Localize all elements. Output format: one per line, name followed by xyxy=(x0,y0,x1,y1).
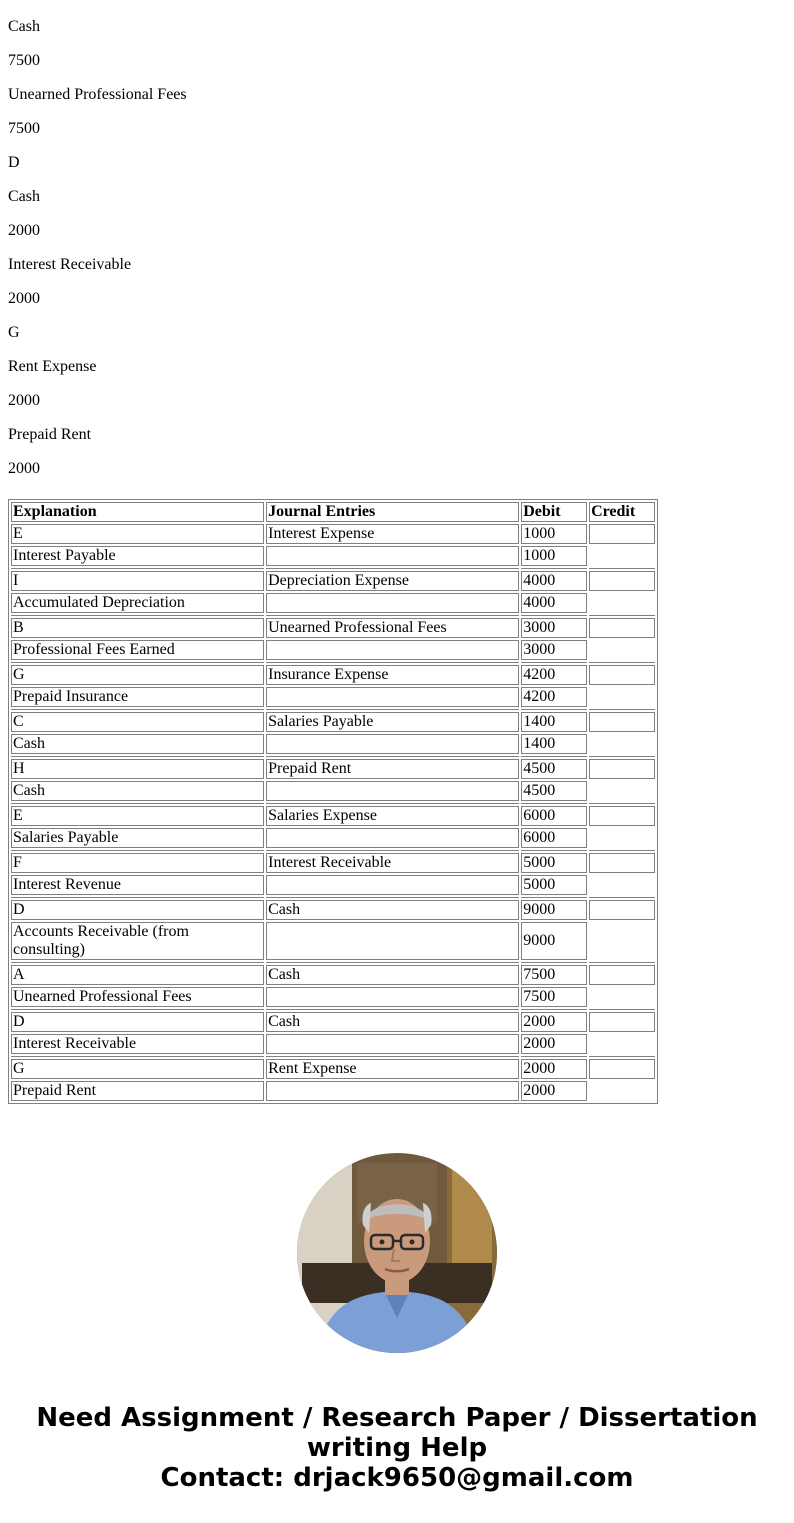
debit-amount-cell: 4000 xyxy=(521,571,587,591)
empty-credit-cell xyxy=(589,687,655,707)
separator-cell xyxy=(589,615,655,616)
table-row xyxy=(11,1059,655,1079)
entry-separator xyxy=(11,1056,655,1057)
blank-journal-cell xyxy=(266,781,519,801)
debit-amount-cell: 7500 xyxy=(521,965,587,985)
separator-cell xyxy=(521,962,587,963)
table-row xyxy=(11,593,655,613)
separator-cell xyxy=(11,568,264,569)
credit-account-cell: Unearned Professional Fees xyxy=(11,987,264,1007)
credit-account-cell: Professional Fees Earned xyxy=(11,640,264,660)
credit-line-amount-cell: 6000 xyxy=(521,828,587,848)
entry-separator xyxy=(11,850,655,851)
blank-journal-cell xyxy=(266,987,519,1007)
separator-cell xyxy=(589,897,655,898)
credit-line-amount-cell: 4200 xyxy=(521,687,587,707)
table-row xyxy=(11,781,655,801)
separator-cell xyxy=(266,756,519,757)
separator-cell xyxy=(589,1009,655,1010)
credit-account-cell: Accumulated Depreciation xyxy=(11,593,264,613)
journal-entries-body xyxy=(11,524,655,1101)
debit-account-cell: Prepaid Rent xyxy=(266,759,519,779)
header-credit: Credit xyxy=(589,502,655,522)
empty-credit-cell xyxy=(589,734,655,754)
debit-account-cell: Salaries Expense xyxy=(266,806,519,826)
credit-line-amount-cell: 4500 xyxy=(521,781,587,801)
table-row xyxy=(11,922,655,960)
separator-cell xyxy=(521,897,587,898)
separator-cell xyxy=(521,709,587,710)
credit-amount-cell xyxy=(589,712,655,732)
separator-cell xyxy=(266,962,519,963)
empty-credit-cell xyxy=(589,1034,655,1054)
credit-account-cell: Interest Payable xyxy=(11,546,264,566)
author-avatar xyxy=(297,1153,497,1353)
table-row xyxy=(11,524,655,544)
debit-amount-cell: 4500 xyxy=(521,759,587,779)
table-row xyxy=(11,712,655,732)
separator-cell xyxy=(11,756,264,757)
top-line: Unearned Professional Fees xyxy=(8,86,187,103)
empty-credit-cell xyxy=(589,1081,655,1101)
table-row xyxy=(11,828,655,848)
top-line: Cash xyxy=(8,188,40,205)
empty-credit-cell xyxy=(589,593,655,613)
explanation-code-cell: D xyxy=(11,1012,264,1032)
credit-account-cell: Accounts Receivable (from consulting) xyxy=(11,922,264,960)
separator-cell xyxy=(11,962,264,963)
banner-line-2: writing Help xyxy=(306,1433,488,1463)
top-line: 2000 xyxy=(8,222,40,239)
entry-separator xyxy=(11,897,655,898)
credit-account-cell: Prepaid Rent xyxy=(11,1081,264,1101)
credit-amount-cell xyxy=(589,665,655,685)
top-line: Rent Expense xyxy=(8,358,97,375)
top-line: 2000 xyxy=(8,392,40,409)
debit-account-cell: Cash xyxy=(266,965,519,985)
credit-amount-cell xyxy=(589,571,655,591)
separator-cell xyxy=(589,662,655,663)
separator-cell xyxy=(589,803,655,804)
explanation-code-cell: F xyxy=(11,853,264,873)
banner-line-3[interactable]: Contact: drjack9650@gmail.com xyxy=(160,1463,634,1493)
table-row xyxy=(11,853,655,873)
credit-line-amount-cell: 2000 xyxy=(521,1034,587,1054)
blank-journal-cell xyxy=(266,546,519,566)
entry-separator xyxy=(11,803,655,804)
entry-separator xyxy=(11,1009,655,1010)
table-header-row xyxy=(11,502,655,522)
separator-cell xyxy=(266,615,519,616)
credit-account-cell: Salaries Payable xyxy=(11,828,264,848)
debit-amount-cell: 3000 xyxy=(521,618,587,638)
credit-line-amount-cell: 1400 xyxy=(521,734,587,754)
table-row xyxy=(11,640,655,660)
separator-cell xyxy=(589,709,655,710)
explanation-code-cell: G xyxy=(11,665,264,685)
blank-journal-cell xyxy=(266,875,519,895)
header-explanation: Explanation xyxy=(11,502,264,522)
empty-credit-cell xyxy=(589,875,655,895)
credit-amount-cell xyxy=(589,524,655,544)
separator-cell xyxy=(266,568,519,569)
credit-line-amount-cell: 4000 xyxy=(521,593,587,613)
debit-account-cell: Unearned Professional Fees xyxy=(266,618,519,638)
credit-amount-cell xyxy=(589,900,655,920)
credit-account-cell: Prepaid Insurance xyxy=(11,687,264,707)
debit-account-cell: Rent Expense xyxy=(266,1059,519,1079)
debit-amount-cell: 6000 xyxy=(521,806,587,826)
table-row xyxy=(11,806,655,826)
top-text-block xyxy=(8,0,187,494)
separator-cell xyxy=(11,803,264,804)
credit-amount-cell xyxy=(589,853,655,873)
credit-amount-cell xyxy=(589,618,655,638)
credit-line-amount-cell: 7500 xyxy=(521,987,587,1007)
credit-amount-cell xyxy=(589,806,655,826)
header-journal-entries: Journal Entries xyxy=(266,502,519,522)
blank-journal-cell xyxy=(266,640,519,660)
debit-account-cell: Salaries Payable xyxy=(266,712,519,732)
separator-cell xyxy=(11,1009,264,1010)
explanation-code-cell: E xyxy=(11,806,264,826)
blank-journal-cell xyxy=(266,922,519,960)
debit-amount-cell: 2000 xyxy=(521,1012,587,1032)
debit-account-cell: Cash xyxy=(266,900,519,920)
separator-cell xyxy=(589,962,655,963)
credit-line-amount-cell: 2000 xyxy=(521,1081,587,1101)
credit-line-amount-cell: 1000 xyxy=(521,546,587,566)
empty-credit-cell xyxy=(589,828,655,848)
entry-separator xyxy=(11,615,655,616)
table-row xyxy=(11,546,655,566)
debit-account-cell: Depreciation Expense xyxy=(266,571,519,591)
separator-cell xyxy=(521,615,587,616)
top-line: Cash xyxy=(8,18,40,35)
explanation-code-cell: I xyxy=(11,571,264,591)
table-row xyxy=(11,571,655,591)
separator-cell xyxy=(266,850,519,851)
credit-line-amount-cell: 3000 xyxy=(521,640,587,660)
top-line: 2000 xyxy=(8,460,40,477)
header-debit: Debit xyxy=(521,502,587,522)
debit-account-cell: Interest Expense xyxy=(266,524,519,544)
debit-amount-cell: 4200 xyxy=(521,665,587,685)
empty-credit-cell xyxy=(589,546,655,566)
explanation-code-cell: D xyxy=(11,900,264,920)
credit-amount-cell xyxy=(589,965,655,985)
debit-amount-cell: 2000 xyxy=(521,1059,587,1079)
table-row xyxy=(11,687,655,707)
blank-journal-cell xyxy=(266,1081,519,1101)
table-row xyxy=(11,618,655,638)
separator-cell xyxy=(521,662,587,663)
blank-journal-cell xyxy=(266,734,519,754)
entry-separator xyxy=(11,662,655,663)
empty-credit-cell xyxy=(589,987,655,1007)
separator-cell xyxy=(589,850,655,851)
separator-cell xyxy=(521,850,587,851)
top-line: G xyxy=(8,324,20,341)
explanation-code-cell: H xyxy=(11,759,264,779)
credit-account-cell: Interest Revenue xyxy=(11,875,264,895)
table-row xyxy=(11,1034,655,1054)
separator-cell xyxy=(521,1009,587,1010)
table-row xyxy=(11,1081,655,1101)
credit-line-amount-cell: 9000 xyxy=(521,922,587,960)
separator-cell xyxy=(11,1056,264,1057)
entry-separator xyxy=(11,756,655,757)
blank-journal-cell xyxy=(266,1034,519,1054)
separator-cell xyxy=(589,1056,655,1057)
table-row xyxy=(11,734,655,754)
debit-account-cell: Interest Receivable xyxy=(266,853,519,873)
separator-cell xyxy=(266,897,519,898)
empty-credit-cell xyxy=(589,781,655,801)
separator-cell xyxy=(11,615,264,616)
blank-journal-cell xyxy=(266,593,519,613)
separator-cell xyxy=(11,709,264,710)
empty-credit-cell xyxy=(589,640,655,660)
banner-line-1: Need Assignment / Research Paper / Dissertation xyxy=(36,1403,758,1433)
table-row xyxy=(11,759,655,779)
separator-cell xyxy=(266,1056,519,1057)
top-line: 2000 xyxy=(8,290,40,307)
entry-separator xyxy=(11,568,655,569)
debit-amount-cell: 1000 xyxy=(521,524,587,544)
separator-cell xyxy=(589,756,655,757)
credit-account-cell: Cash xyxy=(11,781,264,801)
separator-cell xyxy=(266,1009,519,1010)
debit-account-cell: Cash xyxy=(266,1012,519,1032)
author-portrait-image xyxy=(297,1153,497,1353)
top-line: Interest Receivable xyxy=(8,256,132,273)
separator-cell xyxy=(521,803,587,804)
credit-amount-cell xyxy=(589,1059,655,1079)
table-row xyxy=(11,900,655,920)
blank-journal-cell xyxy=(266,828,519,848)
debit-amount-cell: 5000 xyxy=(521,853,587,873)
debit-account-cell: Insurance Expense xyxy=(266,665,519,685)
credit-account-cell: Cash xyxy=(11,734,264,754)
explanation-code-cell: E xyxy=(11,524,264,544)
separator-cell xyxy=(521,568,587,569)
explanation-code-cell: A xyxy=(11,965,264,985)
top-line: 7500 xyxy=(8,52,40,69)
empty-credit-cell xyxy=(589,922,655,960)
top-line: 7500 xyxy=(8,120,40,137)
credit-amount-cell xyxy=(589,1012,655,1032)
separator-cell xyxy=(266,662,519,663)
separator-cell xyxy=(11,850,264,851)
credit-amount-cell xyxy=(589,759,655,779)
contact-banner xyxy=(0,1403,794,1493)
table-row xyxy=(11,965,655,985)
credit-account-cell: Interest Receivable xyxy=(11,1034,264,1054)
separator-cell xyxy=(589,568,655,569)
top-line: Prepaid Rent xyxy=(8,426,92,443)
explanation-code-cell: B xyxy=(11,618,264,638)
blank-journal-cell xyxy=(266,687,519,707)
top-line xyxy=(8,0,187,2)
table-row xyxy=(11,1012,655,1032)
table-row xyxy=(11,875,655,895)
journal-entries-table xyxy=(8,499,658,1104)
explanation-code-cell: G xyxy=(11,1059,264,1079)
top-line: D xyxy=(8,154,20,171)
entry-separator xyxy=(11,709,655,710)
separator-cell xyxy=(11,662,264,663)
debit-amount-cell: 9000 xyxy=(521,900,587,920)
explanation-code-cell: C xyxy=(11,712,264,732)
table-row xyxy=(11,987,655,1007)
table-row xyxy=(11,665,655,685)
debit-amount-cell: 1400 xyxy=(521,712,587,732)
separator-cell xyxy=(266,803,519,804)
separator-cell xyxy=(11,897,264,898)
credit-line-amount-cell: 5000 xyxy=(521,875,587,895)
separator-cell xyxy=(521,756,587,757)
entry-separator xyxy=(11,962,655,963)
separator-cell xyxy=(266,709,519,710)
separator-cell xyxy=(521,1056,587,1057)
